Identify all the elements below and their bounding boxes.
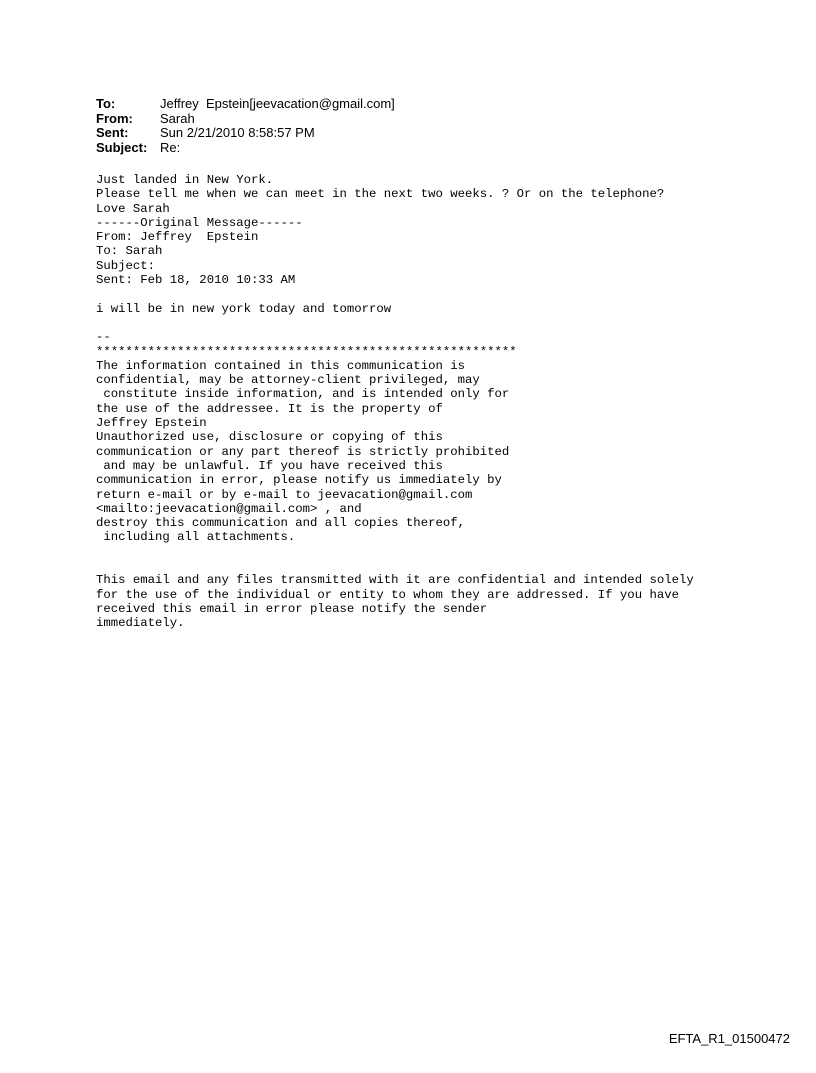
message-line: return e-mail or by e-mail to jeevacation@gmail.com <box>96 487 473 502</box>
sent-label: Sent: <box>96 125 129 141</box>
sent-row <box>96 126 395 141</box>
to-label: To: <box>96 96 116 111</box>
message-line: This email and any files transmitted with it are confidential and intended solely <box>96 573 694 588</box>
message-line: From: Jeffrey Epstein <box>96 230 259 245</box>
message-line: for the use of the individual or entity to whom they are addressed. If you have <box>96 587 679 602</box>
message-line: Love Sarah <box>96 201 170 216</box>
message-line: including all attachments. <box>96 530 296 545</box>
message-line: <mailto:jeevacation@gmail.com> , and <box>96 501 362 516</box>
message-line: destroy this communication and all copies thereof, <box>96 516 465 531</box>
message-line: and may be unlawful. If you have received this <box>96 458 443 473</box>
email-header <box>96 97 395 156</box>
message-line: Subject: <box>96 258 156 273</box>
message-line: Please tell me when we can meet in the next two weeks. ? Or on the telephone? <box>96 187 665 202</box>
message-line: Just landed in New York. <box>96 173 274 187</box>
message-line <box>96 545 694 559</box>
to-value: Jeffrey Epstein[jeevacation@gmail.com] <box>160 96 395 111</box>
sent-value: Sun 2/21/2010 8:58:57 PM <box>160 125 315 141</box>
message-body <box>96 173 694 631</box>
message-line: ********************************************************* <box>96 344 517 359</box>
message-line: The information contained in this communication is <box>96 358 465 373</box>
message-line: confidential, may be attorney-client privileged, may <box>96 373 480 388</box>
message-line: the use of the addressee. It is the property of <box>96 401 443 416</box>
message-line: communication in error, please notify us immediately by <box>96 473 502 488</box>
message-line: Jeffrey Epstein <box>96 416 207 431</box>
to-row <box>96 97 395 112</box>
subject-label: Subject: <box>96 140 148 156</box>
message-line <box>96 287 694 301</box>
from-row <box>96 112 395 127</box>
message-line <box>96 559 694 573</box>
message-line: i will be in new york today and tomorrow <box>96 301 392 316</box>
message-line: received this email in error please notify the sender <box>96 601 488 616</box>
from-label: From: <box>96 110 133 126</box>
message-line: Sent: Feb 18, 2010 10:33 AM <box>96 273 296 288</box>
message-line <box>96 316 694 330</box>
message-line: immediately. <box>96 616 185 631</box>
document-id: EFTA_R1_01500472 <box>668 1031 790 1046</box>
message-line: -- <box>96 330 111 345</box>
subject-value: Re: <box>160 140 181 156</box>
from-value: Sarah <box>160 110 195 126</box>
message-line: Unauthorized use, disclosure or copying of this <box>96 430 443 445</box>
message-line: communication or any part thereof is strictly prohibited <box>96 444 510 459</box>
subject-row <box>96 141 395 156</box>
message-line: To: Sarah <box>96 244 163 259</box>
message-line: ------Original Message------ <box>96 215 303 230</box>
message-line: constitute inside information, and is intended only for <box>96 387 510 402</box>
